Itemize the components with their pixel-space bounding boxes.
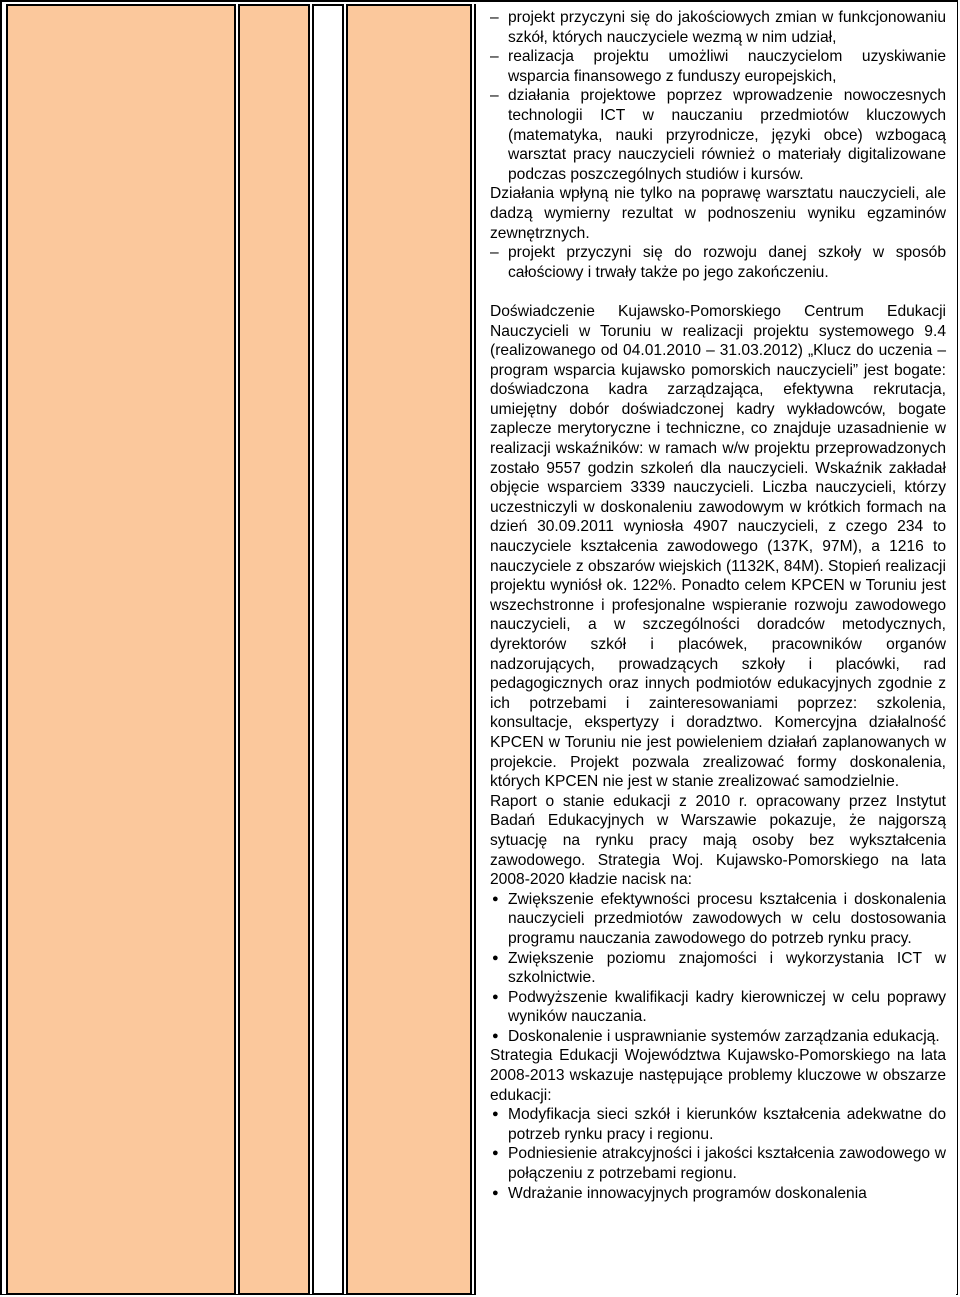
list-item: ● Doskonalenie i usprawnianie systemów zarządzania edukacją. xyxy=(490,1027,946,1047)
list-item: ● Podwyższenie kwalifikacji kadry kierowniczej w celu poprawy wyników nauczania. xyxy=(490,988,946,1027)
list-item: ● Modyfikacja sieci szkół i kierunków kształcenia adekwatne do potrzeb rynku pracy i regionu. xyxy=(490,1105,946,1144)
table-column-4 xyxy=(346,4,472,1295)
list-item: – działania projektowe poprzez wprowadzenie nowoczesnych technologii ICT w nauczaniu przedmiotów kluczowych (matematyka, nauki przyrodnicze, języki obce) wzbogacą warsztat pracy nauczycieli również o materiały digitalizowane podczas poszczególnych studiów i kursów. xyxy=(490,86,946,184)
paragraph-raport: Raport o stanie edukacji z 2010 r. opracowany przez Instytut Badań Edukacyjnych w Warszawie pokazuje, że najgorszą sytuację na rynku pracy mają osoby bez wykształcenia zawodowego. Strategia Woj. Kujawsko-Pomorskiego na lata 2008-2020 kładzie nacisk na: xyxy=(490,792,946,889)
list-item: – projekt przyczyni się do jakościowych zmian w funkcjonowaniu szkół, których nauczyciele wezmą w nim udział, xyxy=(490,8,946,47)
list-item: – realizacja projektu umożliwi nauczycielom uzyskiwanie wsparcia finansowego z funduszy europejskich, xyxy=(490,47,946,86)
list-item: ● Zwiększenie efektywności procesu kształcenia i doskonalenia nauczycieli przedmiotów zawodowych w celu dostosowania programu nauczania zawodowego do potrzeb rynku pracy. xyxy=(490,890,946,949)
list-item: ● Wdrażanie innowacyjnych programów doskonalenia xyxy=(490,1184,946,1204)
dash-list-1 xyxy=(490,8,946,184)
list-item: – projekt przyczyni się do rozwoju danej szkoły w sposób całościowy i trwały także po jego zakończeniu. xyxy=(490,243,946,282)
paragraph-strategia: Strategia Edukacji Województwa Kujawsko-Pomorskiego na lata 2008-2013 wskazuje następujące problemy kluczowe w obszarze edukacji: xyxy=(490,1047,946,1104)
bullet-list-2 xyxy=(490,1105,946,1203)
content-cell xyxy=(490,8,946,1203)
dash-list-2 xyxy=(490,243,946,282)
table-column-2 xyxy=(238,4,310,1295)
bullet-list-1 xyxy=(490,890,946,1047)
table-column-3 xyxy=(312,4,344,1295)
list-item: ● Podniesienie atrakcyjności i jakości kształcenia zawodowego w połączeniu z potrzebami regionu. xyxy=(490,1144,946,1183)
dash-continuation: Działania wpłyną nie tylko na poprawę warsztatu nauczycieli, ale dadzą wymierny rezultat w podnoszeniu wyniku egzaminów zewnętrznych. xyxy=(490,185,946,242)
list-item: ● Zwiększenie poziomu znajomości i wykorzystania ICT w szkolnictwie. xyxy=(490,949,946,988)
paragraph-main: Doświadczenie Kujawsko-Pomorskiego Centrum Edukacji Nauczycieli w Toruniu w realizacji projektu systemowego 9.4 (realizowanego od 04.01.2010 – 31.03.2012) „Klucz do uczenia – program wsparcia kujawsko pomorskich nauczycieli” jest bogate: doświadczona kadra zarządzająca, efektywna rekrutacja, umiejętny dobór doświadczonej kadry wykładowców, bogate zaplecze merytoryczne i techniczne, co znajduje uzasadnienie w realizacji wskaźników: w ramach w/w projektu przeprowadzonych zostało 9557 godzin szkoleń dla nauczycieli. Wskaźnik zakładał objęcie wsparciem 3339 nauczycieli. Liczba nauczycieli, którzy uczestniczyli w doskonaleniu zawodowym w krótkich formach na dzień 30.09.2011 wyniosła 4907 nauczycieli, z czego 234 to nauczyciele kształcenia zawodowego (137K, 97M), a 1216 to nauczyciele z obszarów wiejskich (1132K, 84M). Stopień realizacji projektu wyniósł ok. 122%. Ponadto celem KPCEN w Toruniu jest wszechstronne i profesjonalne wspieranie rozwoju zawodowego nauczycieli, a w szczególności doradców metodycznych, dyrektorów szkół i placówek, pracowników organów nadzorujących, prowadzących szkoły i placówki, rad pedagogicznych oraz innych podmiotów edukacyjnych zgodnie z ich potrzebami i zainteresowaniami poprzez: szkolenia, konsultacje, ekspertyzy i doradztwo. Komercyjna działalność KPCEN w Toruniu nie jest powieleniem działań zaplanowanych w projekcie. Projekt pozwala zrealizować formy doskonalenia, których KPCEN nie jest w stanie zrealizować samodzielnie. xyxy=(490,302,946,791)
table-column-1 xyxy=(6,4,236,1295)
